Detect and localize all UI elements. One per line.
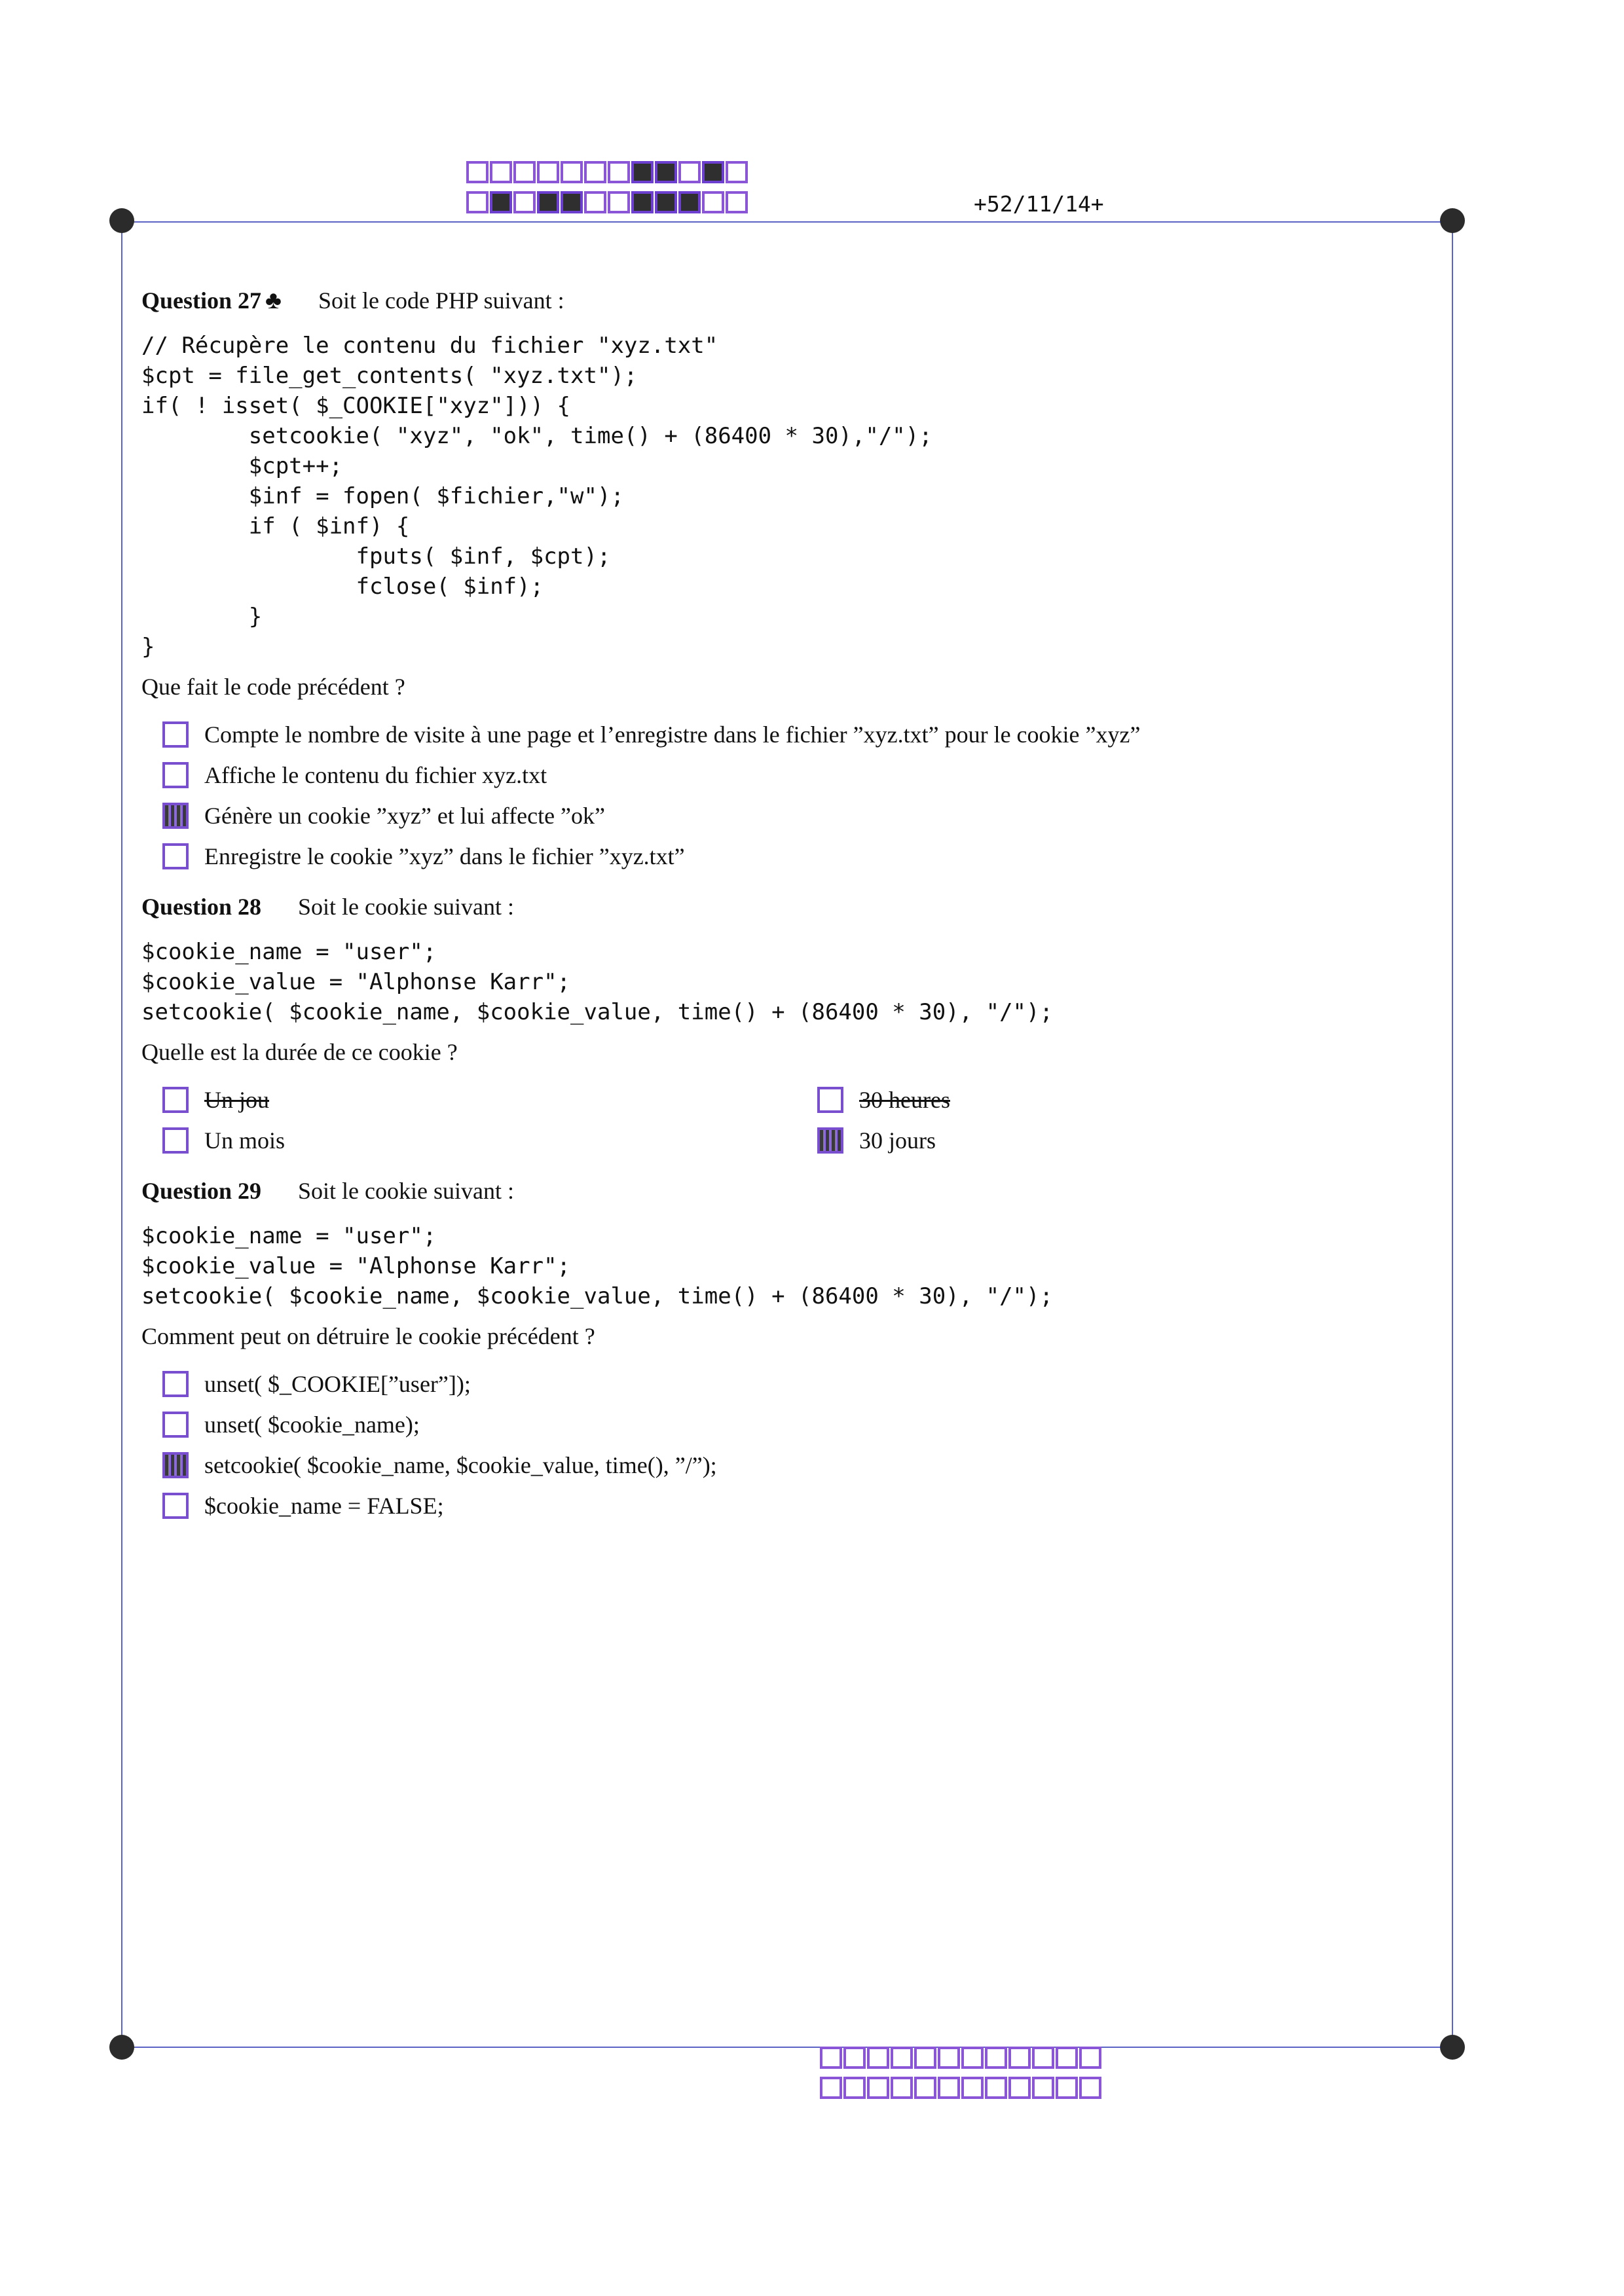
answer-option[interactable] xyxy=(162,1120,817,1161)
answer-option[interactable] xyxy=(162,1080,817,1120)
question-prompt: Comment peut on détruire le cookie précédent ? xyxy=(141,1323,595,1349)
answer-option[interactable] xyxy=(817,1120,1407,1161)
bottom-code-strip-1 xyxy=(820,2047,1103,2069)
checkbox[interactable] xyxy=(162,1087,189,1113)
question-label: Question 28 xyxy=(141,894,262,920)
question-prompt: Quelle est la durée de ce cookie ? xyxy=(141,1039,458,1065)
page-id: +52/11/14+ xyxy=(974,191,1104,217)
answer-option[interactable] xyxy=(162,1485,1425,1526)
club-icon: ♣ xyxy=(265,287,282,314)
answer-text-struck: Un jou xyxy=(204,1087,269,1113)
top-code-strip-1 xyxy=(466,161,749,183)
answer-option[interactable] xyxy=(162,755,1425,795)
question-intro: Soit le cookie suivant : xyxy=(298,894,514,920)
bottom-code-strip-2 xyxy=(820,2077,1103,2099)
answer-option[interactable] xyxy=(162,1404,1425,1445)
registration-mark-top-right xyxy=(1440,208,1465,233)
answer-option[interactable] xyxy=(162,1445,1425,1485)
answer-text: Un mois xyxy=(204,1127,286,1154)
checkbox[interactable] xyxy=(162,762,189,788)
answer-text: unset( $cookie_name); xyxy=(204,1412,420,1438)
code-block: $cookie_name = "user"; $cookie_value = "Alphonse Karr"; setcookie( $cookie_name, $cookie_value, time() + (86400 * 30), "/"); xyxy=(141,1223,1053,1309)
answer-option[interactable] xyxy=(162,795,1425,836)
code-block: // Récupère le contenu du fichier "xyz.txt" $cpt = file_get_contents( "xyz.txt"); if( ! isset( $_COOKIE["xyz"])) { setcookie( "xyz", "ok", time() + (86400 * 30),"/"); $cpt++; $inf = fopen( $fichier,"w"); if ( $inf) { fputs( $inf, $cpt); fclose( $inf); } } xyxy=(141,333,932,660)
answer-option[interactable] xyxy=(162,1364,1425,1404)
answer-text: Compte le nombre de visite à une page et l’enregistre dans le fichier ”xyz.txt” pour le cookie ”xyz” xyxy=(204,721,1141,748)
checkbox[interactable] xyxy=(817,1087,843,1113)
checkbox[interactable] xyxy=(162,1412,189,1438)
registration-mark-bottom-left xyxy=(109,2035,134,2060)
checkbox[interactable] xyxy=(162,843,189,869)
answer-text-struck: 30 heures xyxy=(859,1087,950,1113)
answer-option[interactable] xyxy=(162,714,1425,755)
checkbox-checked[interactable] xyxy=(162,1452,189,1478)
exam-content xyxy=(141,285,1425,1540)
code-block: $cookie_name = "user"; $cookie_value = "Alphonse Karr"; setcookie( $cookie_name, $cookie_value, time() + (86400 * 30), "/"); xyxy=(141,939,1053,1025)
question-label: Question 27 xyxy=(141,287,262,314)
question-intro: Soit le cookie suivant : xyxy=(298,1178,514,1204)
question-28 xyxy=(141,891,1425,1161)
registration-mark-top-left xyxy=(109,208,134,233)
answer-text: Enregistre le cookie ”xyz” dans le fichier ”xyz.txt” xyxy=(204,843,685,869)
question-label: Question 29 xyxy=(141,1178,262,1204)
answer-option[interactable] xyxy=(817,1080,1407,1120)
checkbox[interactable] xyxy=(162,1127,189,1154)
question-intro: Soit le code PHP suivant : xyxy=(318,287,564,314)
question-27 xyxy=(141,285,1425,877)
answer-text: 30 jours xyxy=(859,1127,936,1154)
answer-text: unset( $_COOKIE[”user”]); xyxy=(204,1371,471,1397)
checkbox[interactable] xyxy=(162,1493,189,1519)
answer-text: Affiche le contenu du fichier xyz.txt xyxy=(204,762,547,788)
question-prompt: Que fait le code précédent ? xyxy=(141,674,405,700)
checkbox-checked[interactable] xyxy=(817,1127,843,1154)
registration-mark-bottom-right xyxy=(1440,2035,1465,2060)
answer-text: $cookie_name = FALSE; xyxy=(204,1493,444,1519)
checkbox-checked[interactable] xyxy=(162,803,189,829)
answer-text: Génère un cookie ”xyz” et lui affecte ”ok” xyxy=(204,803,605,829)
answer-text: setcookie( $cookie_name, $cookie_value, time(), ”/”); xyxy=(204,1452,717,1478)
checkbox[interactable] xyxy=(162,1371,189,1397)
question-29 xyxy=(141,1175,1425,1526)
top-code-strip-2 xyxy=(466,191,749,213)
checkbox[interactable] xyxy=(162,721,189,748)
answer-option[interactable] xyxy=(162,836,1425,877)
